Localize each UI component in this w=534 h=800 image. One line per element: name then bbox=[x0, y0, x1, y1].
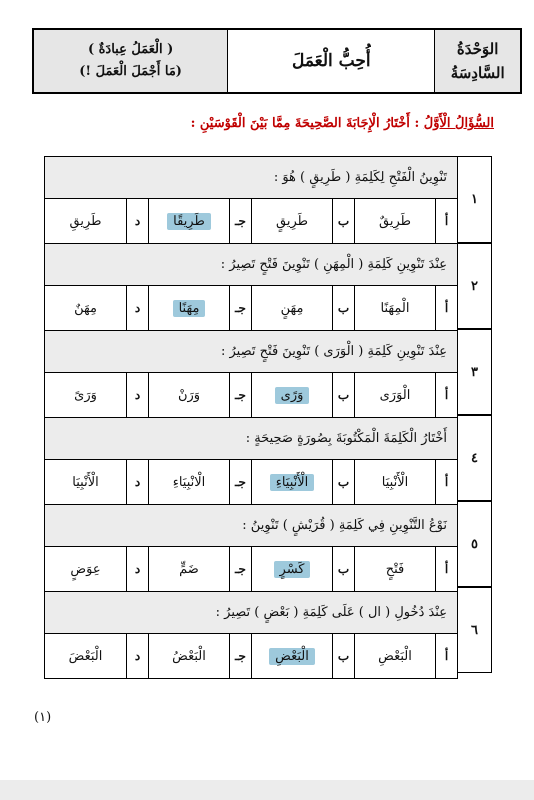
option-cell[interactable] bbox=[354, 199, 435, 243]
instruction-text: : أَخْتَارُ الْإِجَابَةَ الصَّحِيحَةَ مِمَّا بَيْنَ الْقَوْسَيْنِ : bbox=[190, 116, 420, 131]
option-cell[interactable] bbox=[148, 286, 229, 330]
option-text: الْانْبِيَاءِ bbox=[172, 474, 206, 490]
correct-answer-highlight: طَرِيقًا bbox=[167, 213, 211, 230]
option-letter: أ bbox=[435, 460, 457, 504]
option-cell[interactable] bbox=[251, 373, 332, 417]
option-cell[interactable] bbox=[45, 199, 126, 243]
option-letter: جـ bbox=[229, 199, 251, 243]
option-letter: ب bbox=[332, 199, 354, 243]
option-letter: أ bbox=[435, 286, 457, 330]
question-text: أَخْتَارُ الْكَلِمَةَ الْمَكْتُوبَةَ بِصُورَةٍ صَحِيحَةٍ : bbox=[45, 418, 457, 460]
correct-answer-highlight: مِهَنًا bbox=[173, 300, 206, 317]
option-letter: د bbox=[126, 199, 148, 243]
question-text: عِنْدَ تَنْوِينِ كَلِمَةِ ( الْوَرَى ) تَنْوِينَ فَتْحٍ تَصِيرُ : bbox=[45, 331, 457, 373]
question-number: ٣ bbox=[458, 329, 492, 415]
lesson-title: أُحِبُّ الْعَمَلَ bbox=[291, 51, 371, 71]
correct-answer-highlight: وَرًى bbox=[275, 387, 310, 404]
unit-line-1: الوَحْدَةُ bbox=[456, 40, 499, 58]
option-cell[interactable] bbox=[354, 373, 435, 417]
question-label: السُّؤَالُ الْأَوَّلُ bbox=[423, 116, 494, 131]
question-text: عِنْدَ تَنْوِينِ كَلِمَةِ ( الْمِهَنِ ) تَنْوِينَ فَتْحٍ تَصِيرُ : bbox=[45, 244, 457, 286]
option-text: مِهَنٍ bbox=[280, 300, 304, 316]
unit-line-2: السَّادِسَةُ bbox=[450, 64, 505, 82]
option-letter: د bbox=[126, 547, 148, 591]
option-text: الْمِهَنًا bbox=[380, 300, 410, 316]
question-number: ٤ bbox=[458, 415, 492, 501]
option-text: الْبَعْضُ bbox=[172, 648, 206, 664]
option-cell[interactable] bbox=[45, 460, 126, 504]
option-letter: جـ bbox=[229, 286, 251, 330]
options-row bbox=[45, 460, 457, 504]
slogan-cell bbox=[34, 30, 227, 92]
option-cell[interactable] bbox=[354, 547, 435, 591]
option-cell[interactable] bbox=[251, 199, 332, 243]
question-text: نَوْعُ التَّنْوِينِ فِي كَلِمَةِ ( قُرَيْشٍ ) تَنْوِينُ : bbox=[45, 505, 457, 547]
option-cell[interactable] bbox=[251, 547, 332, 591]
option-cell[interactable] bbox=[148, 199, 229, 243]
question-block bbox=[44, 417, 458, 504]
option-text: مِهَنٌ bbox=[74, 300, 97, 316]
option-cell[interactable] bbox=[251, 634, 332, 678]
question-block bbox=[44, 330, 458, 417]
question-block bbox=[44, 504, 458, 591]
option-letter: أ bbox=[435, 547, 457, 591]
option-letter: ب bbox=[332, 286, 354, 330]
unit-cell bbox=[434, 30, 520, 92]
header-table bbox=[32, 28, 522, 94]
option-cell[interactable] bbox=[354, 460, 435, 504]
footer-strip bbox=[0, 780, 534, 800]
option-text: طَرِيقٍ bbox=[276, 213, 308, 229]
options-row bbox=[45, 634, 457, 678]
option-cell[interactable] bbox=[354, 634, 435, 678]
option-text: الْوَرَى bbox=[379, 387, 411, 403]
option-cell[interactable] bbox=[251, 286, 332, 330]
option-letter: ب bbox=[332, 634, 354, 678]
option-letter: جـ bbox=[229, 547, 251, 591]
question-block bbox=[44, 156, 458, 243]
options-row bbox=[45, 199, 457, 243]
option-text: وَرَنْ bbox=[177, 387, 201, 403]
option-text: الْأَنْبِيَا bbox=[381, 474, 409, 490]
page-number: (١) bbox=[34, 710, 52, 725]
options-row bbox=[45, 547, 457, 591]
option-cell[interactable] bbox=[354, 286, 435, 330]
question-number: ٦ bbox=[458, 587, 492, 673]
option-letter: أ bbox=[435, 199, 457, 243]
option-text: طَرِيقِ bbox=[69, 213, 102, 229]
option-letter: جـ bbox=[229, 634, 251, 678]
instruction bbox=[191, 116, 494, 131]
option-text: عِوَضٍ bbox=[70, 561, 101, 577]
correct-answer-highlight: كَسْرٍ bbox=[274, 561, 311, 578]
question-number-column bbox=[458, 156, 492, 673]
option-text: فَتْحٍ bbox=[385, 561, 405, 577]
question-text: تَنْوِينُ الْفَتْحِ لِكَلِمَةِ ( طَرِيقٍ ) هُوَ : bbox=[45, 157, 457, 199]
option-letter: ب bbox=[332, 547, 354, 591]
option-letter: ب bbox=[332, 460, 354, 504]
question-block bbox=[44, 591, 458, 679]
option-letter: د bbox=[126, 286, 148, 330]
option-cell[interactable] bbox=[45, 634, 126, 678]
option-cell[interactable] bbox=[45, 547, 126, 591]
options-row bbox=[45, 373, 457, 417]
option-text: ضَمٍّ bbox=[179, 561, 199, 577]
slogan-line-1: ( الْعَمَلُ عِبادَةٌ ) bbox=[87, 42, 174, 57]
option-letter: أ bbox=[435, 373, 457, 417]
option-text: وَرَىً bbox=[74, 387, 97, 403]
title-cell bbox=[227, 30, 434, 92]
option-letter: جـ bbox=[229, 373, 251, 417]
correct-answer-highlight: الْبَعْضِ bbox=[269, 648, 315, 665]
slogan-line-2: (مَا أَجْمَلَ الْعَمَلَ !) bbox=[79, 64, 182, 79]
question-text: عِنْدَ دُخُولِ ( ال ) عَلَى كَلِمَةِ ( بَعْضٍ ) تَصِيرُ : bbox=[45, 592, 457, 634]
question-number: ١ bbox=[458, 156, 492, 243]
option-cell[interactable] bbox=[148, 373, 229, 417]
option-letter: جـ bbox=[229, 460, 251, 504]
correct-answer-highlight: الْأَنْبِيَاءِ bbox=[270, 474, 315, 491]
option-text: الْأَنْبِيَا bbox=[72, 474, 99, 490]
option-cell[interactable] bbox=[45, 286, 126, 330]
option-text: الْبَعْضِ bbox=[378, 648, 412, 664]
question-number: ٢ bbox=[458, 243, 492, 329]
option-letter: د bbox=[126, 634, 148, 678]
option-cell[interactable] bbox=[148, 634, 229, 678]
option-cell[interactable] bbox=[148, 460, 229, 504]
options-row bbox=[45, 286, 457, 330]
option-text: الْبَعْضَ bbox=[68, 648, 103, 664]
question-block bbox=[44, 243, 458, 330]
question-number: ٥ bbox=[458, 501, 492, 587]
option-letter: أ bbox=[435, 634, 457, 678]
option-cell[interactable] bbox=[45, 373, 126, 417]
option-cell[interactable] bbox=[251, 460, 332, 504]
option-letter: ب bbox=[332, 373, 354, 417]
option-letter: د bbox=[126, 373, 148, 417]
option-text: طَرِيقٌ bbox=[379, 213, 411, 229]
questions-table bbox=[44, 156, 458, 679]
option-cell[interactable] bbox=[148, 547, 229, 591]
option-letter: د bbox=[126, 460, 148, 504]
